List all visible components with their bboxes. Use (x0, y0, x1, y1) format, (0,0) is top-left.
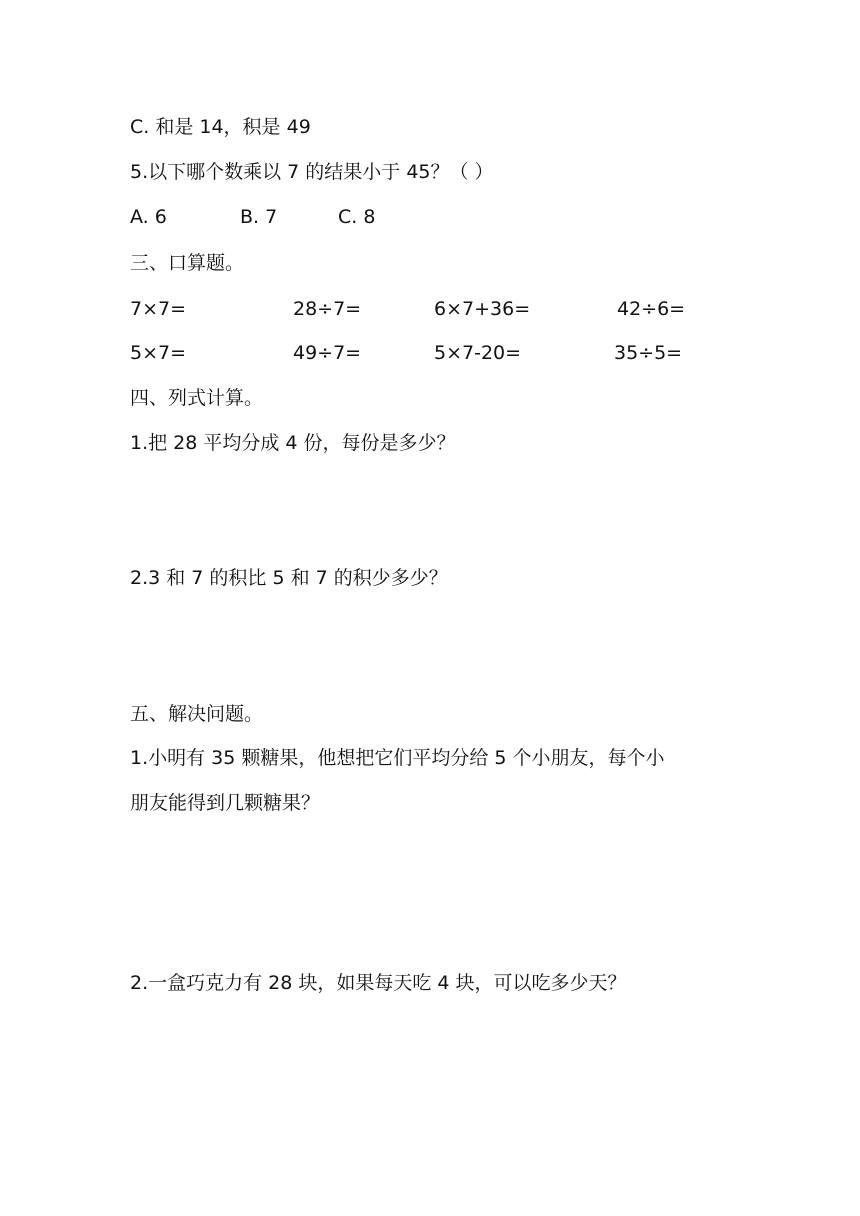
section-4-heading: 四、列式计算。 (130, 387, 264, 409)
section-5-question-1-line-1: 1.小明有 35 颗糖果，他想把它们平均分给 5 个小朋友，每个小 (130, 747, 665, 769)
question-5-option-c: C. 8 (338, 206, 376, 228)
mental-math-item: 42÷6= (617, 298, 686, 320)
mental-math-item: 7×7= (130, 298, 187, 320)
mental-math-item: 49÷7= (293, 342, 362, 364)
mental-math-item: 5×7= (130, 342, 187, 364)
mental-math-item: 5×7-20= (434, 342, 522, 364)
mental-math-item: 35÷5= (614, 342, 683, 364)
section-5-question-2: 2.一盒巧克力有 28 块，如果每天吃 4 块，可以吃多少天？ (130, 972, 627, 994)
section-4-question-2: 2.3 和 7 的积比 5 和 7 的积少多少？ (130, 567, 448, 589)
mental-math-item: 6×7+36= (434, 298, 531, 320)
section-5-heading: 五、解决问题。 (130, 703, 264, 725)
mental-math-item: 28÷7= (293, 298, 362, 320)
question-5-text: 5.以下哪个数乘以 7 的结果小于 45？（ ） (130, 161, 494, 183)
question-5-option-b: B. 7 (240, 206, 278, 228)
section-5-question-1-line-2: 朋友能得到几颗糖果？ (130, 792, 321, 814)
section-3-heading: 三、口算题。 (130, 252, 245, 274)
question-5-option-a: A. 6 (130, 206, 167, 228)
section-4-question-1: 1.把 28 平均分成 4 份，每份是多少？ (130, 432, 456, 454)
question-4-option-c: C. 和是 14，积是 49 (130, 116, 311, 138)
